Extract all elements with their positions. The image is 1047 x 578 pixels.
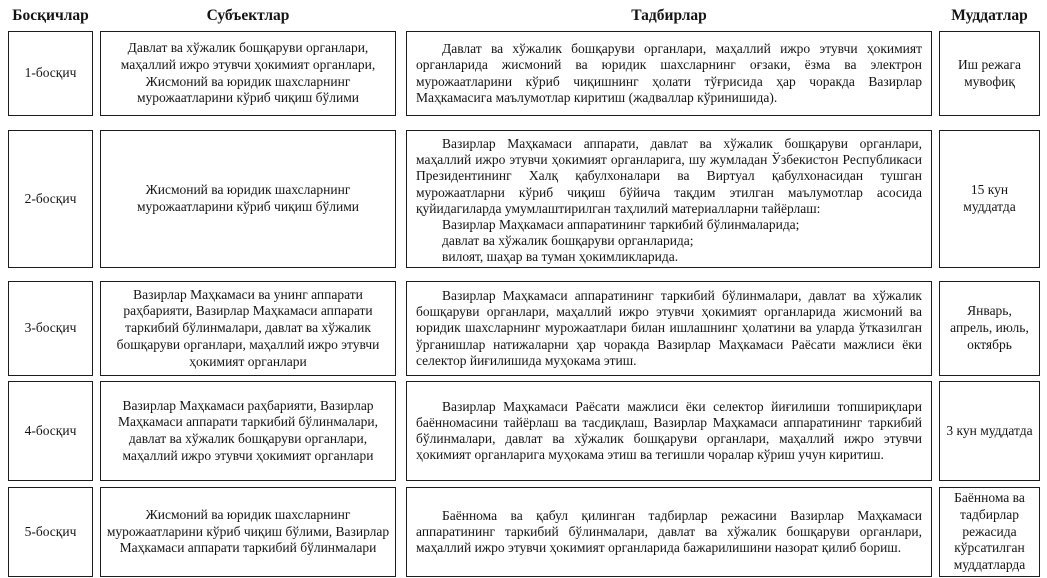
table-row (8, 130, 1047, 268)
subjects-cell: Давлат ва хўжалик бошқаруви органлари, маҳаллий ижро этувчи ҳокимият органлари, Жисмоний ва юридик шахсларнинг мурожаатларини кўриб чиқиш бўлими (100, 31, 396, 116)
table-row (8, 487, 1047, 577)
column-header-activities: Тадбирлар (631, 7, 707, 24)
activities-text: Баённома ва қабул қилинган тадбирлар режасини Вазирлар Маҳкамаси аппаратининг таркибий бўлинмалари, давлат ва хўжалик бошқаруви органлари, маҳаллий ижро этувчи ҳокимият органларида бажарилишини назорат қилиб бориш. (416, 507, 922, 556)
table-header-row (8, 0, 1047, 26)
stage-cell: 1-босқич (8, 31, 93, 116)
table-row (8, 381, 1047, 481)
deadline-cell: Январь, апрель, июль, октябрь (939, 281, 1040, 376)
activities-cell (406, 487, 932, 577)
subjects-cell: Вазирлар Маҳкамаси ва унинг аппарати раҳбарияти, Вазирлар Маҳкамаси аппарати таркибий бўлинмалари, давлат ва хўжалик бошқаруви органлари, маҳаллий ижро этувчи ҳокимият органлари (100, 281, 396, 376)
stage-cell: 4-босқич (8, 381, 93, 481)
subjects-cell: Вазирлар Маҳкамаси раҳбарияти, Вазирлар Маҳкамаси аппарати таркибий бўлинмалари, давлат ва хўжалик бошқаруви органлари, маҳаллий ижро этувчи ҳокимият органлари (100, 381, 396, 481)
deadline-cell: 3 кун муддатда (939, 381, 1040, 481)
activities-text: Давлат ва хўжалик бошқаруви органлари, маҳаллий ижро этувчи ҳокимият органларида жисмоний ва юридик шахсларнинг оғзаки, ёзма ва электрон мурожаатларини кўриб чиқишнинг ҳолати тўғрисида ҳар чоракда Вазирлар Маҳкамасига маълумотлар киритиш (жадваллар кўринишида). (416, 41, 922, 105)
deadline-cell: Иш режага мувофиқ (939, 31, 1040, 116)
stage-cell: 3-босқич (8, 281, 93, 376)
activities-cell (406, 381, 932, 481)
activities-text: Вазирлар Маҳкамаси Раёсати мажлиси ёки селектор йиғилиши топшириқлари баённомасини тайёрлаш ва тасдиқлаш, Вазирлар Маҳкамаси аппаратининг таркибий бўлинмалари, давлат ва хўжалик бошқаруви органлари, маҳаллий ижро этувчи ҳокимият органларига муҳокама этиш ва тегишли чоралар кўриш учун киритиш. (416, 398, 922, 463)
table-row (8, 31, 1047, 116)
column-header-stages: Босқичлар (12, 7, 89, 24)
activity-sub-item: давлат ва хўжалик бошқаруви органларида; (442, 233, 694, 249)
activities-cell (406, 281, 932, 376)
column-header-deadlines: Муддатлар (951, 7, 1028, 24)
subjects-cell: Жисмоний ва юридик шахсларнинг мурожаатларини кўриб чиқиш бўлими, Вазирлар Маҳкамаси аппарати таркибий бўлинмалари (100, 487, 396, 577)
activity-sub-item: вилоят, шаҳар ва туман ҳокимликларида. (442, 249, 679, 265)
table-row (8, 281, 1047, 376)
deadline-cell: 15 кун муддатда (939, 130, 1040, 268)
activities-text: Вазирлар Маҳкамаси аппарати, давлат ва хўжалик бошқаруви органлари, маҳаллий ижро этувчи ҳокимият органларига, шу жумладан Ўзбекистон Республикаси Президентининг Халқ қабулхоналари ва Виртуал қабулхонасидан тушган мурожаатларни кўриб чиқиш бўйича тақдим этилган маълумотлар асосида қуйидагиларда умумлаштирилган таҳлилий материалларни тайёрлаш: (416, 136, 922, 216)
subjects-cell: Жисмоний ва юридик шахсларнинг мурожаатларини кўриб чиқиш бўлими (100, 130, 396, 268)
activities-text: Вазирлар Маҳкамаси аппаратининг таркибий бўлинмалари, давлат ва хўжалик бошқаруви органлари, маҳаллий ижро этувчи ҳокимият органларида жисмоний ва юридик шахсларнинг мурожаатлари билан ишлашнинг ҳолатини ва уларда ўтказилган ўрганишлар натижаларни ҳар чоракда Вазирлар Маҳкамаси Раёсати мажлиси ёки селектор йиғилишида муҳокама этиш. (416, 288, 922, 368)
activity-sub-item: Вазирлар Маҳкамаси аппаратининг таркибий бўлинмаларида; (442, 216, 800, 232)
stage-cell: 5-босқич (8, 487, 93, 577)
stage-cell: 2-босқич (8, 130, 93, 268)
column-header-subjects: Субъектлар (206, 7, 290, 24)
activities-cell (406, 31, 932, 116)
deadline-cell: Баённома ва тадбирлар режасида кўрсатилган муддатларда (939, 487, 1040, 577)
activities-cell (406, 130, 932, 268)
